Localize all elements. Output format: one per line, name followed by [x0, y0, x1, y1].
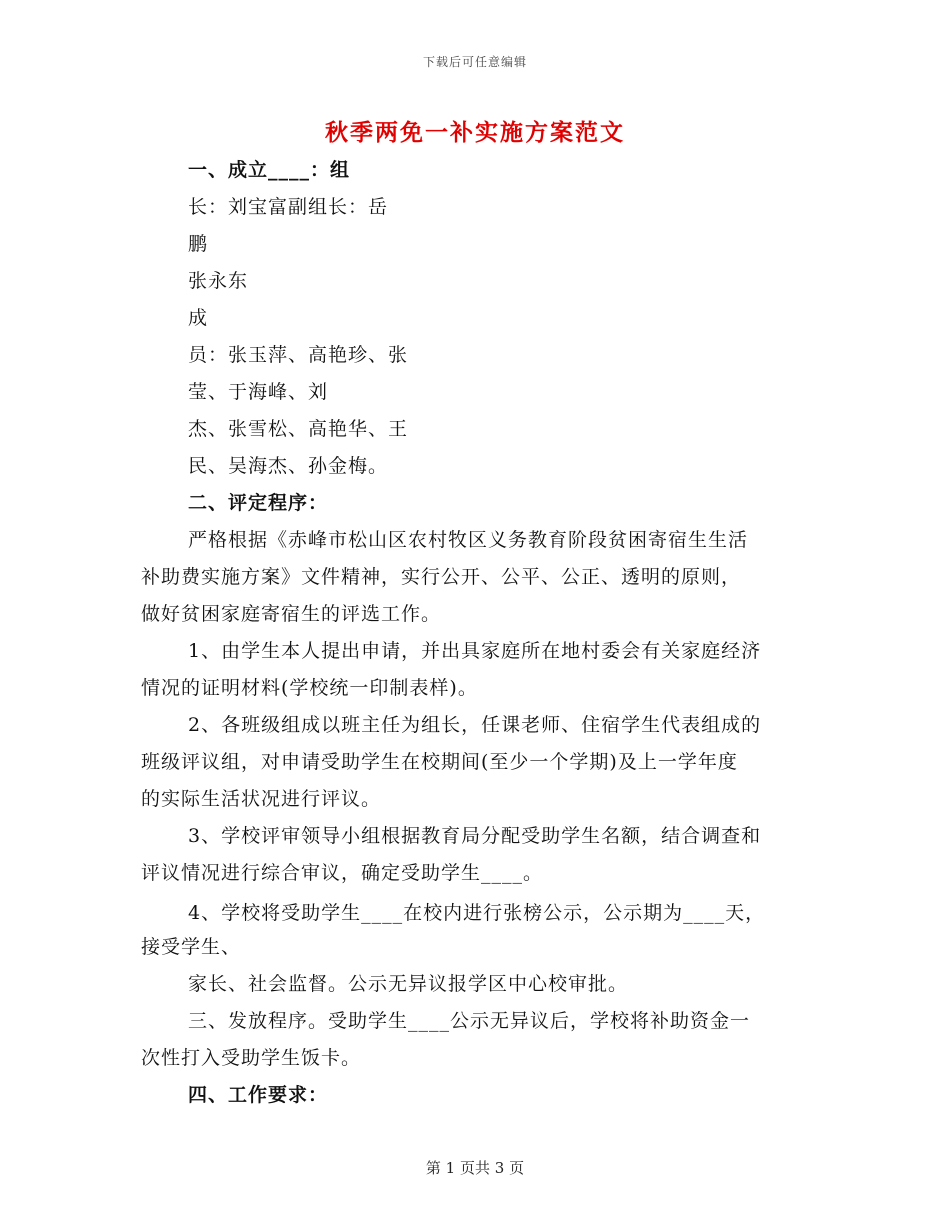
body-line: 4、学校将受助学生____在校内进行张榜公示，公示期为____天，	[188, 902, 766, 924]
body-line: 补助费实施方案》文件精神，实行公开、公平、公正、透明的原则，	[141, 566, 742, 588]
header-note: 下载后可任意编辑	[422, 55, 527, 69]
section-heading-2: 二、评定程序：	[188, 492, 329, 514]
body-line: 3、学校评审领导小组根据教育局分配受助学生名额，结合调查和	[188, 825, 762, 847]
body-line: 民、吴海杰、孙金梅。	[188, 455, 389, 477]
section-heading-1: 一、成立____：组	[188, 159, 351, 181]
body-line: 班级评议组，对申请受助学生在校期间(至少一个学期)及上一学年度	[141, 751, 738, 773]
body-line: 1、由学生本人提出申请，并出具家庭所在地村委会有关家庭经济	[188, 640, 762, 662]
body-line: 评议情况进行综合审议，确定受助学生____。	[141, 862, 544, 884]
body-line: 杰、张雪松、高艳华、王	[188, 418, 409, 440]
body-line: 长：刘宝富副组长：岳	[188, 196, 389, 218]
section-heading-4: 四、工作要求：	[188, 1084, 329, 1106]
body-line: 家长、社会监督。公示无异议报学区中心校审批。	[188, 973, 629, 995]
body-line: 张永东	[188, 270, 249, 292]
body-line: 严格根据《赤峰市松山区农村牧区义务教育阶段贫困寄宿生生活	[188, 529, 749, 551]
body-line: 2、各班级组成以班主任为组长，任课老师、住宿学生代表组成的	[188, 714, 762, 736]
body-line: 次性打入受助学生饭卡。	[141, 1047, 362, 1069]
body-line: 鹏	[188, 233, 209, 255]
body-line: 三、发放程序。受助学生____公示无异议后，学校将补助资金一	[188, 1010, 751, 1032]
body-line: 情况的证明材料(学校统一印制表样)。	[141, 677, 478, 699]
body-line: 接受学生、	[141, 936, 242, 958]
body-line: 的实际生活状况进行评议。	[141, 788, 382, 810]
body-line: 莹、于海峰、刘	[188, 381, 329, 403]
body-line: 员：张玉萍、高艳珍、张	[188, 344, 409, 366]
document-title: 秋季两免一补实施方案范文	[325, 119, 625, 146]
body-line: 做好贫困家庭寄宿生的评选工作。	[141, 603, 442, 625]
page-footer: 第 1 页共 3 页	[425, 1159, 525, 1177]
body-line: 成	[188, 307, 209, 329]
